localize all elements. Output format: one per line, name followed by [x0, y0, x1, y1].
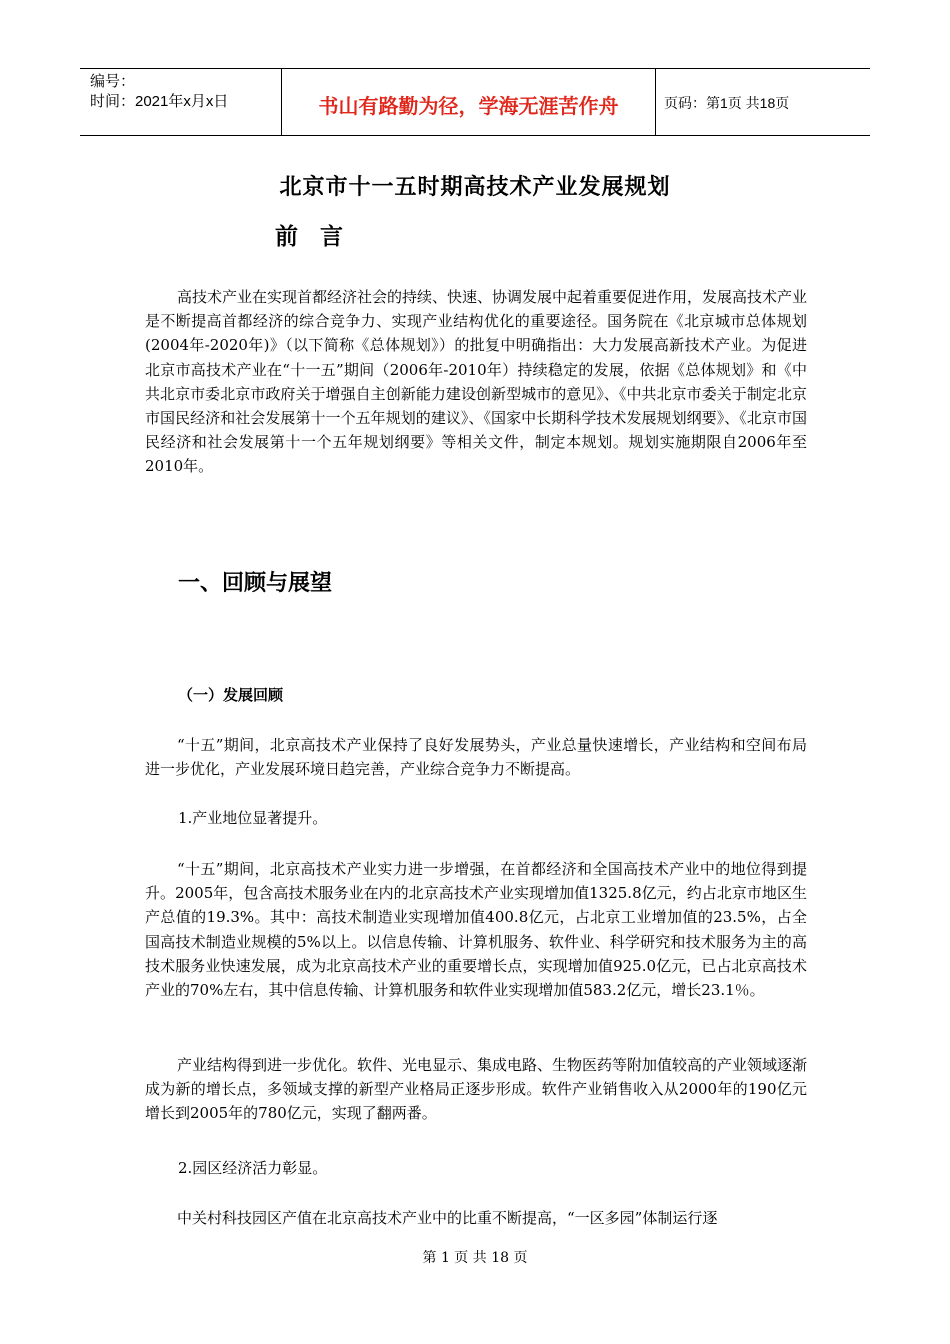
- preface-title: 前言: [275, 224, 365, 250]
- header-page-info: 页码：第1页 共18页: [664, 95, 790, 111]
- section-heading: 一、回顾与展望: [178, 571, 333, 596]
- item2-paragraph-1: 中关村科技园区产值在北京高技术产业中的比重不断提高，“一区多园”体制运行逐: [177, 1209, 718, 1227]
- item-heading-1: 1.产业地位显著提升。: [178, 809, 328, 827]
- sub-heading: （一）发展回顾: [178, 686, 284, 704]
- preface-paragraph: 高技术产业在实现首都经济社会的持续、快速、协调发展中起着重要促进作用，发展高技术产业是不断提高首都经济的综合竞争力、实现产业结构优化的重要途径。国务院在《北京城市总体规划(2004年-2020年)》（以下简称《总体规划》）的批复中明确指出：大力发展高新技术产业。为促进北京市高技术产业在“十一五”期间（2006年-2010年）持续稳定的发展，依据《总体规划》和《中共北京市委北京市政府关于增强自主创新能力建设创新型城市的意见》、《中共北京市委关于制定北京市国民经济和社会发展第十一个五年规划的建议》、《国家中长期科学技术发展规划纲要》、《北京市国民经济和社会发展第十一个五年规划纲要》等相关文件，制定本规划。规划实施期限自2006年至2010年。: [145, 288, 808, 476]
- intro-paragraph: “十五”期间，北京高技术产业保持了良好发展势头，产业总量快速增长，产业结构和空间布局进一步优化，产业发展环境日趋完善，产业综合竞争力不断提高。: [145, 736, 807, 779]
- date-label: 时间：2021年x月x日: [90, 93, 229, 110]
- document-title: 北京市十一五时期高技术产业发展规划: [279, 175, 671, 200]
- number-label: 编号：: [90, 73, 136, 90]
- item-heading-2: 2.园区经济活力彰显。: [178, 1159, 328, 1177]
- page-footer: 第 1 页 共 18 页: [422, 1250, 528, 1266]
- header-meta: [80, 69, 282, 135]
- header-motto: 书山有路勤为径，学海无涯苦作舟: [282, 69, 656, 135]
- item1-paragraph-1: “十五”期间，北京高技术产业实力进一步增强，在首都经济和全国高技术产业中的地位得到提升。2005年，包含高技术服务业在内的北京高技术产业实现增加值1325.8亿元，约占北京市地区生产总值的19.3%。其中：高技术制造业实现增加值400.8亿元，占北京工业增加值的23.5%，占全国高技术制造业规模的5%以上。以信息传输、计算机服务、软件业、科学研究和技术服务为主的高技术服务业快速发展，成为北京高技术产业的重要增长点，实现增加值925.0亿元，已占北京高技术产业的70%左右，其中信息传输、计算机服务和软件业实现增加值583.2亿元，增长23.1％。: [145, 860, 807, 1000]
- document-header: [80, 68, 870, 136]
- item1-paragraph-2: 产业结构得到进一步优化。软件、光电显示、集成电路、生物医药等附加值较高的产业领域逐渐成为新的增长点，多领域支撑的新型产业格局正逐步形成。软件产业销售收入从2000年的190亿元增长到2005年的780亿元，实现了翻两番。: [145, 1056, 808, 1123]
